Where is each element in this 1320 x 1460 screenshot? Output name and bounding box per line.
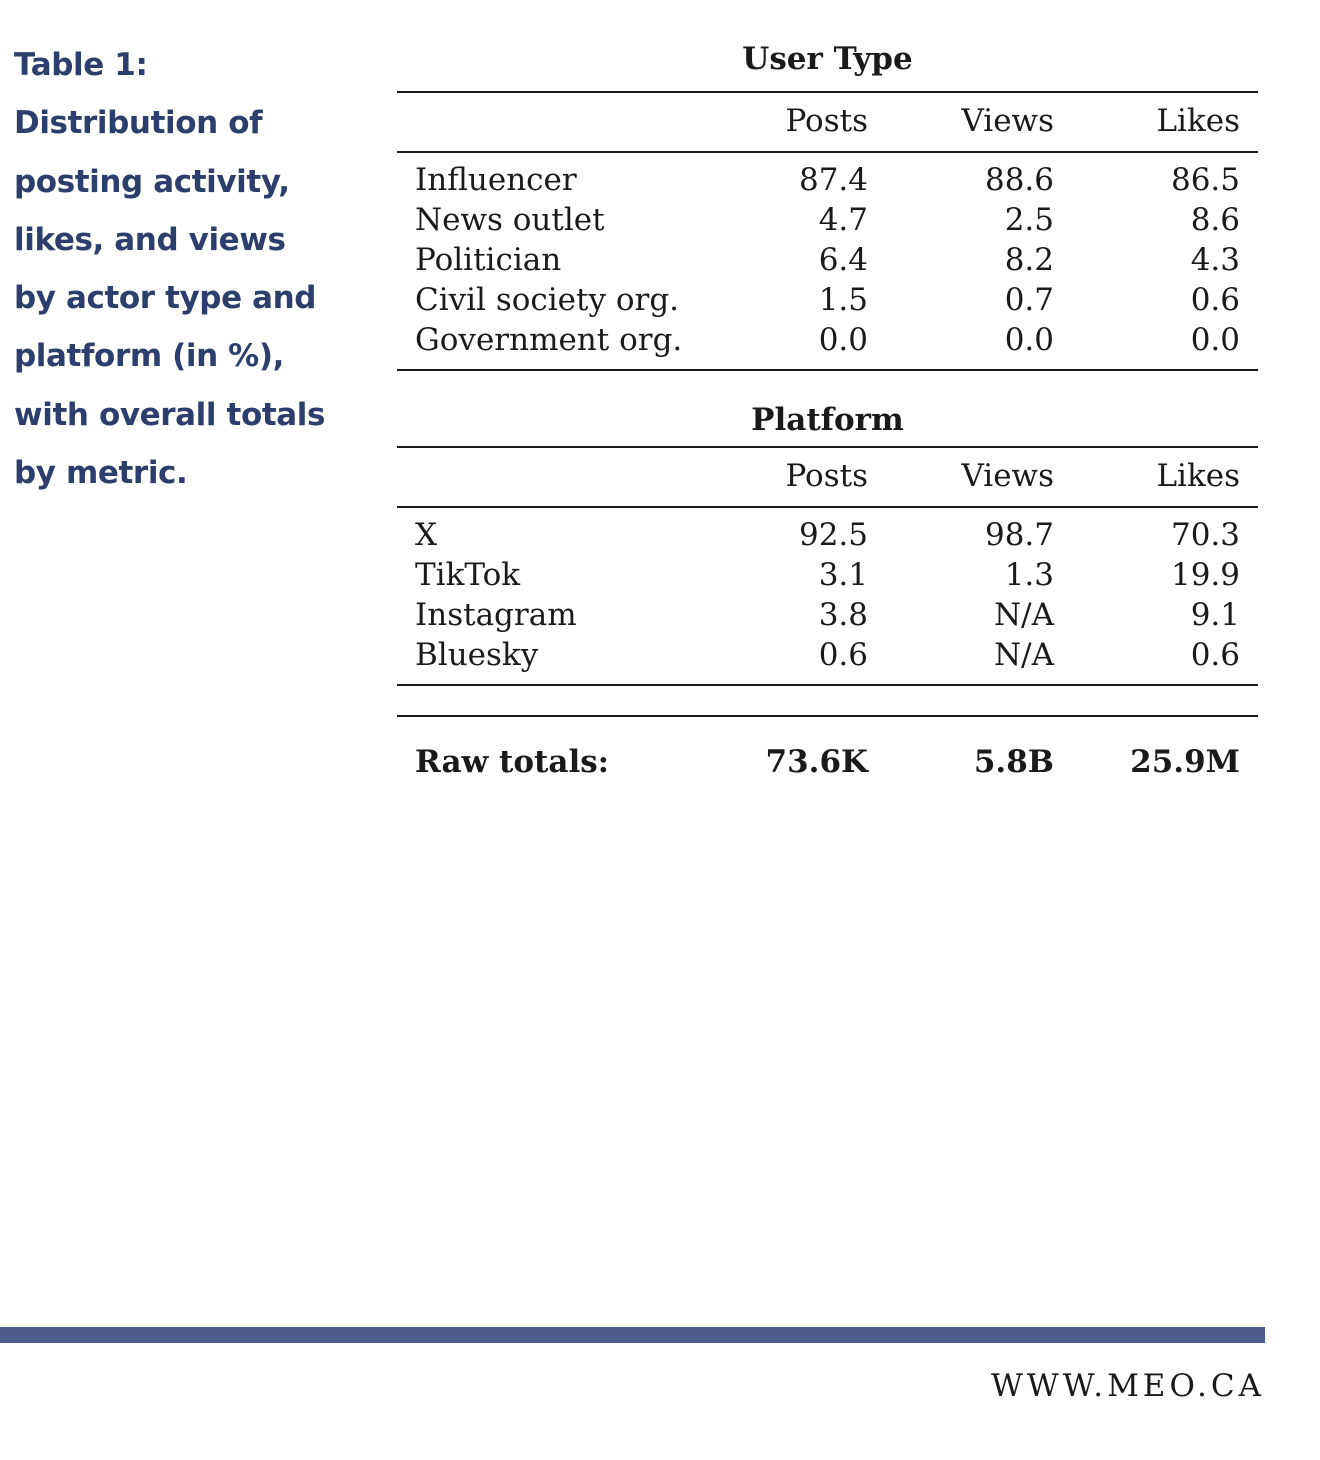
cell-likes: 19.9 bbox=[1170, 557, 1240, 593]
cell-posts: 0.6 bbox=[818, 637, 868, 673]
table-row bbox=[397, 240, 1258, 280]
total-likes: 25.9M bbox=[1130, 744, 1240, 780]
cell-posts: 3.1 bbox=[818, 557, 868, 593]
cell-likes: 86.5 bbox=[1170, 162, 1240, 198]
footer-bar bbox=[0, 1327, 1265, 1343]
caption-line: posting activity, bbox=[14, 163, 290, 200]
table-row bbox=[397, 515, 1258, 555]
section-bottom-rule bbox=[397, 684, 1258, 686]
cell-likes: 70.3 bbox=[1170, 517, 1240, 553]
cell-views: 98.7 bbox=[984, 517, 1054, 553]
caption-line: Table 1: bbox=[14, 47, 148, 83]
header-rule bbox=[397, 151, 1258, 153]
row-label: Instagram bbox=[415, 597, 577, 633]
cell-likes: 8.6 bbox=[1190, 202, 1240, 238]
cell-posts: 0.0 bbox=[818, 322, 868, 358]
table-row bbox=[397, 320, 1258, 360]
cell-views: N/A bbox=[994, 597, 1054, 633]
column-header-posts: Posts bbox=[785, 458, 868, 494]
section-bottom-rule bbox=[397, 369, 1258, 371]
column-header-row bbox=[397, 456, 1258, 496]
table-row bbox=[397, 280, 1258, 320]
data-table bbox=[397, 0, 1258, 800]
totals-row bbox=[397, 742, 1258, 782]
cell-views: 0.0 bbox=[1004, 322, 1054, 358]
cell-posts: 92.5 bbox=[798, 517, 868, 553]
cell-views: 88.6 bbox=[984, 162, 1054, 198]
column-header-views: Views bbox=[961, 103, 1054, 139]
section-title-user-type: User Type bbox=[742, 41, 913, 77]
table-row bbox=[397, 595, 1258, 635]
caption-line: with overall totals bbox=[14, 396, 326, 433]
platform-top-rule bbox=[397, 446, 1258, 448]
footer-url[interactable]: WWW.MEO.CA bbox=[991, 1368, 1265, 1404]
table-row bbox=[397, 555, 1258, 595]
row-label: Influencer bbox=[415, 162, 577, 198]
cell-views: 1.3 bbox=[1004, 557, 1054, 593]
row-label: Politician bbox=[415, 242, 562, 278]
table-row bbox=[397, 635, 1258, 675]
row-label: Government org. bbox=[415, 322, 683, 358]
column-header-likes: Likes bbox=[1156, 458, 1240, 494]
table-row bbox=[397, 160, 1258, 200]
totals-rule bbox=[397, 715, 1258, 717]
cell-likes: 9.1 bbox=[1190, 597, 1240, 633]
table-row bbox=[397, 200, 1258, 240]
cell-posts: 3.8 bbox=[818, 597, 868, 633]
column-header-likes: Likes bbox=[1156, 103, 1240, 139]
row-label: Civil society org. bbox=[415, 282, 680, 318]
caption-line: likes, and views bbox=[14, 221, 286, 258]
caption-line: by metric. bbox=[14, 455, 188, 492]
caption-line: platform (in %), bbox=[14, 338, 284, 375]
cell-posts: 1.5 bbox=[818, 282, 868, 318]
header-rule bbox=[397, 506, 1258, 508]
cell-likes: 0.6 bbox=[1190, 282, 1240, 318]
total-views: 5.8B bbox=[973, 744, 1054, 780]
row-label: X bbox=[415, 517, 438, 553]
column-header-row bbox=[397, 101, 1258, 141]
section-title-platform: Platform bbox=[751, 402, 904, 438]
cell-posts: 4.7 bbox=[818, 202, 868, 238]
cell-likes: 4.3 bbox=[1190, 242, 1240, 278]
column-header-views: Views bbox=[961, 458, 1054, 494]
cell-views: N/A bbox=[994, 637, 1054, 673]
column-header-posts: Posts bbox=[785, 103, 868, 139]
cell-likes: 0.0 bbox=[1190, 322, 1240, 358]
caption-line: Distribution of bbox=[14, 105, 263, 142]
caption-line: by actor type and bbox=[14, 280, 317, 317]
row-label: News outlet bbox=[415, 202, 605, 238]
top-rule bbox=[397, 91, 1258, 93]
totals-label: Raw totals: bbox=[415, 744, 610, 780]
cell-views: 0.7 bbox=[1004, 282, 1054, 318]
cell-posts: 6.4 bbox=[818, 242, 868, 278]
row-label: Bluesky bbox=[415, 637, 539, 673]
cell-views: 2.5 bbox=[1004, 202, 1054, 238]
total-posts: 73.6K bbox=[765, 744, 868, 780]
cell-likes: 0.6 bbox=[1190, 637, 1240, 673]
cell-posts: 87.4 bbox=[798, 162, 868, 198]
table-caption bbox=[14, 36, 374, 502]
row-label: TikTok bbox=[415, 557, 521, 593]
cell-views: 8.2 bbox=[1004, 242, 1054, 278]
